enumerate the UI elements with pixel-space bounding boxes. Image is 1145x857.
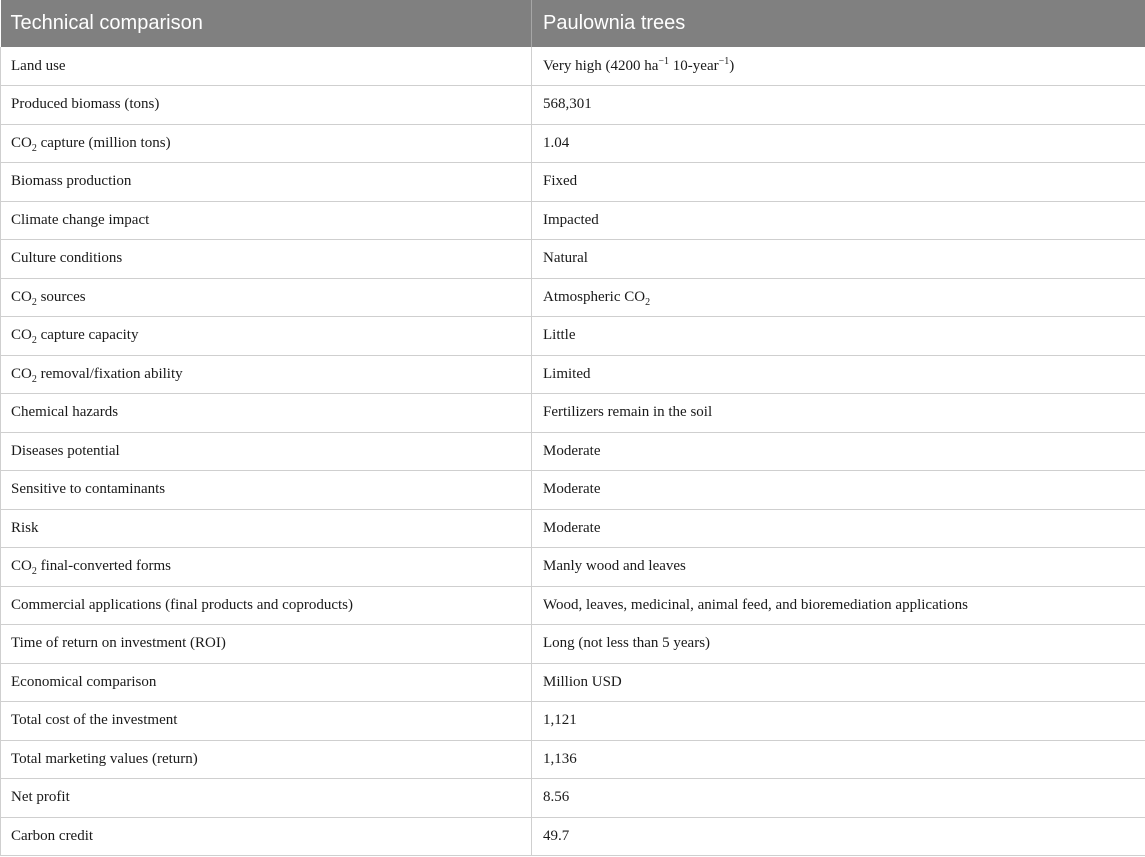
text-segment: Culture conditions xyxy=(11,250,123,267)
text-segment: removal/fixation ability xyxy=(36,365,183,382)
row-value-cell xyxy=(532,779,1145,818)
row-value-cell xyxy=(532,278,1145,317)
table-row xyxy=(1,702,1145,741)
table-row xyxy=(1,663,1145,702)
text-segment: Impacted xyxy=(543,211,599,228)
text-segment: Risk xyxy=(11,519,39,536)
text-segment: Fixed xyxy=(543,173,578,190)
text-segment: Natural xyxy=(543,250,588,267)
table-row xyxy=(1,548,1145,587)
subscript: 2 xyxy=(31,373,37,385)
text-segment: Total cost of the investment xyxy=(11,712,178,729)
text-segment: Commercial applications (final products and coproducts) xyxy=(11,596,353,613)
text-segment: CO xyxy=(11,558,32,575)
table-row xyxy=(1,779,1145,818)
row-label-cell xyxy=(1,278,532,317)
table-row xyxy=(1,317,1145,356)
row-value-cell xyxy=(532,432,1145,471)
row-label-cell xyxy=(1,124,532,163)
row-label-cell xyxy=(1,779,532,818)
table-row xyxy=(1,740,1145,779)
row-value-cell xyxy=(532,355,1145,394)
row-value-cell xyxy=(532,471,1145,510)
row-label-cell xyxy=(1,740,532,779)
table-row xyxy=(1,817,1145,856)
table-row xyxy=(1,124,1145,163)
header-row xyxy=(1,0,1145,47)
row-value-cell xyxy=(532,548,1145,587)
row-value-cell xyxy=(532,163,1145,202)
table-row xyxy=(1,394,1145,433)
row-value-cell xyxy=(532,86,1145,125)
row-label-cell xyxy=(1,625,532,664)
row-value-cell xyxy=(532,47,1145,86)
text-segment: CO xyxy=(11,288,32,305)
table-row xyxy=(1,355,1145,394)
text-segment: Very high (4200 ha xyxy=(543,57,659,74)
row-label-cell xyxy=(1,201,532,240)
text-segment: Chemical hazards xyxy=(11,404,119,421)
text-segment: Moderate xyxy=(543,519,601,536)
row-value-cell xyxy=(532,240,1145,279)
row-label-cell xyxy=(1,86,532,125)
row-label-cell xyxy=(1,394,532,433)
text-segment: CO xyxy=(11,134,32,151)
text-segment: Moderate xyxy=(543,442,601,459)
row-value-cell xyxy=(532,663,1145,702)
row-label-cell xyxy=(1,586,532,625)
subscript: 2 xyxy=(31,142,37,154)
text-segment: 8.56 xyxy=(543,789,570,806)
subscript: 2 xyxy=(645,296,651,308)
text-segment: Carbon credit xyxy=(11,827,94,844)
row-label-cell xyxy=(1,163,532,202)
text-segment: Atmospheric CO xyxy=(543,288,646,305)
subscript: 2 xyxy=(31,566,37,578)
text-segment: 568,301 xyxy=(543,96,592,113)
text-segment: 1.04 xyxy=(543,134,570,151)
row-value-cell xyxy=(532,625,1145,664)
row-label-cell xyxy=(1,471,532,510)
table-row xyxy=(1,586,1145,625)
row-value-cell xyxy=(532,201,1145,240)
text-segment: CO xyxy=(11,327,32,344)
row-value-cell xyxy=(532,124,1145,163)
text-segment: 10-year xyxy=(669,57,719,74)
text-segment: capture (million tons) xyxy=(36,134,171,151)
table-row xyxy=(1,163,1145,202)
row-label-cell xyxy=(1,663,532,702)
table-row xyxy=(1,432,1145,471)
row-value-cell xyxy=(532,317,1145,356)
header-technical-comparison: Technical comparison xyxy=(1,0,532,47)
table-row xyxy=(1,471,1145,510)
text-segment: Time of return on investment (ROI) xyxy=(11,635,226,652)
text-segment: Long (not less than 5 years) xyxy=(543,635,711,652)
row-label-cell xyxy=(1,47,532,86)
text-segment: 1,136 xyxy=(543,750,577,767)
subscript: 2 xyxy=(31,335,37,347)
text-segment: CO xyxy=(11,365,32,382)
text-segment: capture capacity xyxy=(36,327,139,344)
row-value-cell xyxy=(532,740,1145,779)
table-row xyxy=(1,201,1145,240)
superscript: −1 xyxy=(718,55,730,67)
row-label-cell xyxy=(1,240,532,279)
row-label-cell xyxy=(1,317,532,356)
text-segment: Manly wood and leaves xyxy=(543,558,686,575)
table-header xyxy=(1,0,1145,47)
text-segment: Net profit xyxy=(11,789,70,806)
table-row xyxy=(1,240,1145,279)
row-label-cell xyxy=(1,432,532,471)
text-segment: Diseases potential xyxy=(11,442,120,459)
row-value-cell xyxy=(532,394,1145,433)
table-row xyxy=(1,625,1145,664)
row-label-cell xyxy=(1,509,532,548)
row-value-cell xyxy=(532,817,1145,856)
text-segment: Million USD xyxy=(543,673,622,690)
row-value-cell xyxy=(532,586,1145,625)
superscript: −1 xyxy=(658,55,670,67)
text-segment: Total marketing values (return) xyxy=(11,750,198,767)
table-row xyxy=(1,47,1145,86)
text-segment: 49.7 xyxy=(543,827,570,844)
table-row xyxy=(1,509,1145,548)
text-segment: Sensitive to contaminants xyxy=(11,481,166,498)
text-segment: Wood, leaves, medicinal, animal feed, and bioremediation applications xyxy=(543,596,968,613)
text-segment: Moderate xyxy=(543,481,601,498)
table-row xyxy=(1,86,1145,125)
text-segment: Limited xyxy=(543,365,591,382)
subscript: 2 xyxy=(31,296,37,308)
text-segment: Produced biomass (tons) xyxy=(11,96,160,113)
row-label-cell xyxy=(1,548,532,587)
text-segment: sources xyxy=(36,288,86,305)
row-label-cell xyxy=(1,355,532,394)
row-label-cell xyxy=(1,817,532,856)
text-segment: ) xyxy=(729,57,735,74)
row-label-cell xyxy=(1,702,532,741)
row-value-cell xyxy=(532,702,1145,741)
text-segment: Climate change impact xyxy=(11,211,150,228)
table-body xyxy=(1,47,1145,856)
text-segment: final-converted forms xyxy=(36,558,171,575)
text-segment: Economical comparison xyxy=(11,673,157,690)
text-segment: Fertilizers remain in the soil xyxy=(543,404,713,421)
table-row xyxy=(1,278,1145,317)
text-segment: 1,121 xyxy=(543,712,577,729)
text-segment: Biomass production xyxy=(11,173,132,190)
text-segment: Little xyxy=(543,327,576,344)
row-value-cell xyxy=(532,509,1145,548)
text-segment: Land use xyxy=(11,57,66,74)
header-paulownia-trees: Paulownia trees xyxy=(532,0,1145,47)
